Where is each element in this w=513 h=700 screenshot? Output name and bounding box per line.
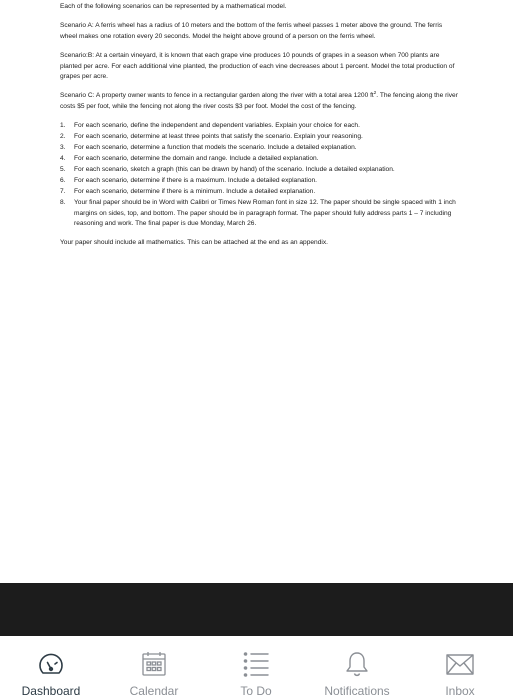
task-text: For each scenario, determine a function that models the scenario. Include a detailed explanation.: [74, 144, 357, 152]
task-item: [60, 198, 460, 229]
task-text: For each scenario, define the independent and dependent variables. Explain your choice for each.: [74, 122, 360, 130]
scenario-c-paragraph: [60, 91, 460, 112]
tab-dashboard[interactable]: [6, 636, 96, 700]
calendar-icon: [139, 651, 169, 677]
task-text: For each scenario, sketch a graph (this can be drawn by hand) of the scenario. Include a detailed explanation.: [74, 166, 395, 174]
tab-notifications[interactable]: [312, 636, 402, 700]
task-item: [60, 121, 460, 131]
task-item: [60, 143, 460, 153]
tab-calendar[interactable]: [109, 636, 199, 700]
document-content: [60, 2, 460, 256]
scenario-c-text-2: . The fencing along the river costs $5 per foot, while the fencing not along the river costs $3 per foot. Model the cost of the fencing.: [60, 92, 458, 110]
tab-label: Dashboard: [21, 684, 81, 698]
task-item: [60, 187, 460, 197]
task-text: Your final paper should be in Word with Calibri or Times New Roman font in size 12. The paper should be single spaced with 1 inch margins on sides, top, and bottom. The paper should be in paragraph format. The paper should fully address parts 1 – 7 including reasoning and work. The final paper is due Monday, March 26.: [74, 199, 456, 228]
viewer-bottom-bar: [0, 583, 513, 636]
task-list: [60, 121, 460, 229]
task-text: For each scenario, determine the domain and range. Include a detailed explanation.: [74, 155, 319, 163]
todo-list-icon: [241, 651, 271, 677]
task-item: [60, 154, 460, 164]
task-text: For each scenario, determine at least three points that satisfy the scenario. Explain your reasoning.: [74, 133, 363, 141]
task-text: For each scenario, determine if there is a maximum. Include a detailed explanation.: [74, 177, 317, 185]
task-number: 5.: [60, 166, 66, 174]
dashboard-icon: [36, 651, 66, 677]
tab-label: To Do: [240, 684, 272, 698]
task-text: For each scenario, determine if there is a minimum. Include a detailed explanation.: [74, 188, 316, 196]
task-number: 4.: [60, 155, 66, 163]
task-number: 6.: [60, 177, 66, 185]
scenario-c-superscript: 2: [373, 90, 377, 96]
task-number: 3.: [60, 144, 66, 152]
task-number: 2.: [60, 133, 66, 141]
intro-paragraph: Each of the following scenarios can be represented by a mathematical model.: [60, 3, 287, 10]
tab-label: Calendar: [129, 684, 179, 698]
task-item: [60, 132, 460, 142]
scenario-b-paragraph: Scenario:B: At a certain vineyard, it is known that each grape vine produces 10 pounds of grapes in a season when 700 plants are planted per acre. For each additional vine planted, the production of each vine decreases about 1 percent. Model the total production of grapes per acre.: [60, 52, 455, 81]
bottom-tab-bar: [0, 636, 513, 700]
tab-todo[interactable]: [211, 636, 301, 700]
tab-label: Notifications: [324, 684, 390, 698]
task-number: 7.: [60, 188, 66, 196]
scenario-a-paragraph: Scenario A: A ferris wheel has a radius of 10 meters and the bottom of the ferris wheel passes 1 meter above the ground. The ferris wheel makes one rotation every 20 seconds. Model the height above ground of a person on the ferris wheel.: [60, 22, 443, 40]
envelope-icon: [445, 651, 475, 677]
bell-icon: [342, 651, 372, 677]
tab-inbox[interactable]: [415, 636, 505, 700]
task-item: [60, 165, 460, 175]
task-item: [60, 176, 460, 186]
scenario-c-text-1: Scenario C: A property owner wants to fence in a rectangular garden along the river with a total area 1200 ft: [60, 92, 374, 100]
task-number: 8.: [60, 199, 66, 207]
closing-paragraph: Your paper should include all mathematics. This can be attached at the end as an appendix.: [60, 239, 328, 247]
task-number: 1.: [60, 122, 66, 130]
tab-label: Inbox: [445, 684, 475, 698]
